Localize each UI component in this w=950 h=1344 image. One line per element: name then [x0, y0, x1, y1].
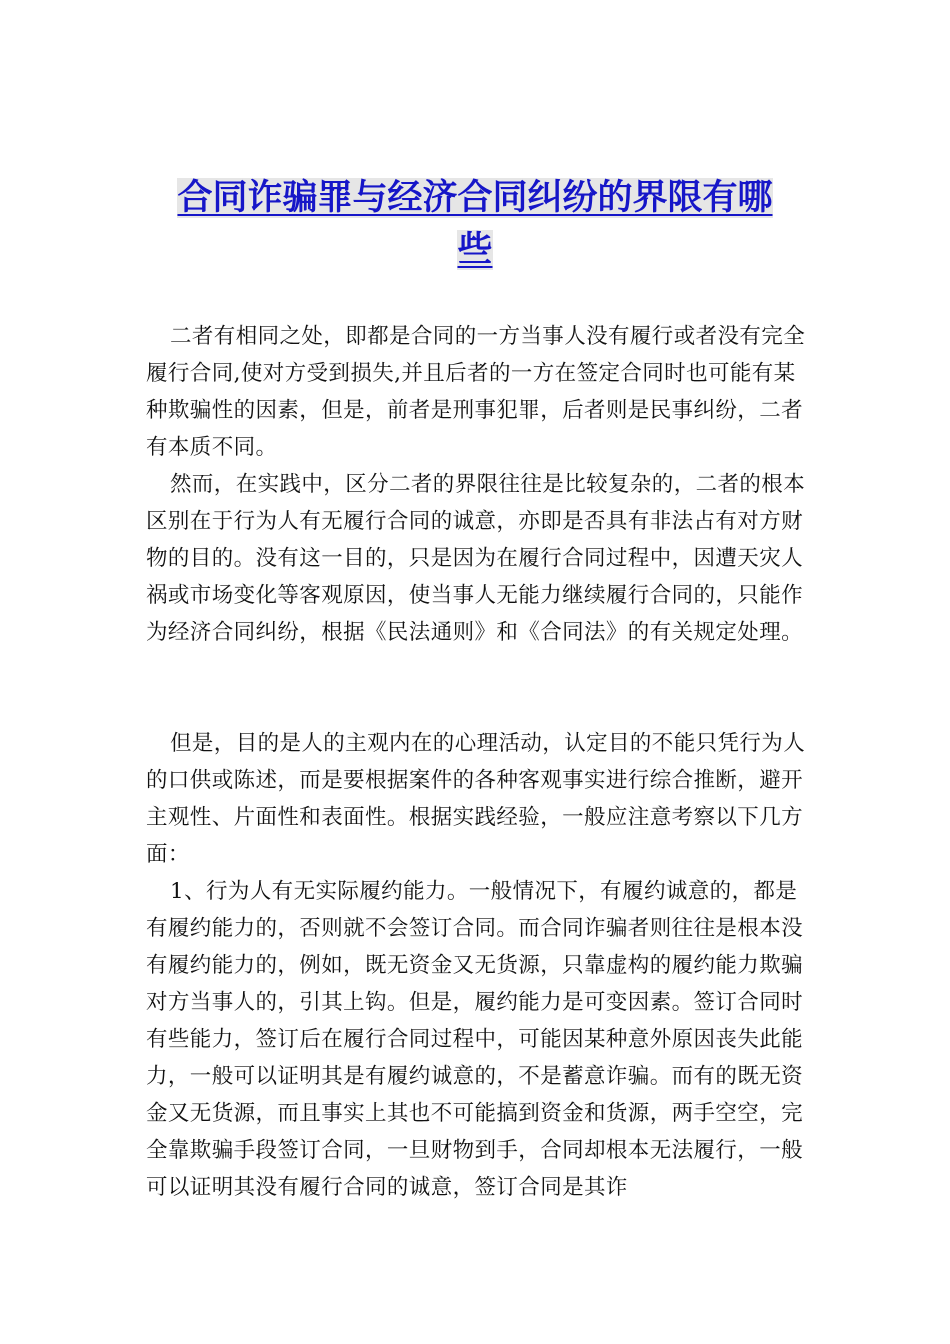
paragraph: 1、行为人有无实际履约能力。一般情况下，有履约诚意的，都是有履约能力的，否则就不会签订合同。而合同诈骗者则往往是根本没有履约能力的，例如，既无资金又无货源，只靠虚构的履约能力欺骗对方当事人的，引其上钩。但是，履约能力是可变因素。签订合同时有些能力，签订后在履行合同过程中，可能因某种意外原因丧失此能力，一般可以证明其是有履约诚意的，不是蓄意诈骗。而有的既无资金又无货源，而且事实上其也不可能搞到资金和货源，两手空空，完全靠欺骗手段签订合同，一旦财物到手，合同却根本无法履行，一般可以证明其没有履行合同的诚意，签订合同是其诈: [146, 879, 804, 1200]
paragraph: 二者有相同之处，即都是合同的一方当事人没有履行或者没有完全履行合同,使对方受到损失,并且后者的一方在签定合同时也可能有某种欺骗性的因素，但是，前者是刑事犯罪，后者则是民事纠纷，二者有本质不同。: [146, 324, 806, 460]
body-section-1: [146, 318, 810, 651]
paragraph: 然而，在实践中，区分二者的界限往往是比较复杂的，二者的根本区别在于行为人有无履行合同的诚意，亦即是否具有非法占有对方财物的目的。没有这一目的，只是因为在履行合同过程中，因遭天灾人祸或市场变化等客观原因，使当事人无能力继续履行合同的，只能作为经济合同纠纷，根据《民法通则》和《合同法》的有关规定处理。: [146, 472, 806, 645]
title-line-1: 合同诈骗罪与经济合同纠纷的界限有哪: [177, 178, 773, 218]
body-section-2: [146, 725, 810, 1206]
paragraph: 但是，目的是人的主观内在的心理活动，认定目的不能只凭行为人的口供或陈述，而是要根据案件的各种客观事实进行综合推断，避开主观性、片面性和表面性。根据实践经验，一般应注意考察以下几方面：: [146, 731, 806, 867]
document-title: [140, 172, 810, 276]
title-line-2: 些: [457, 230, 493, 270]
